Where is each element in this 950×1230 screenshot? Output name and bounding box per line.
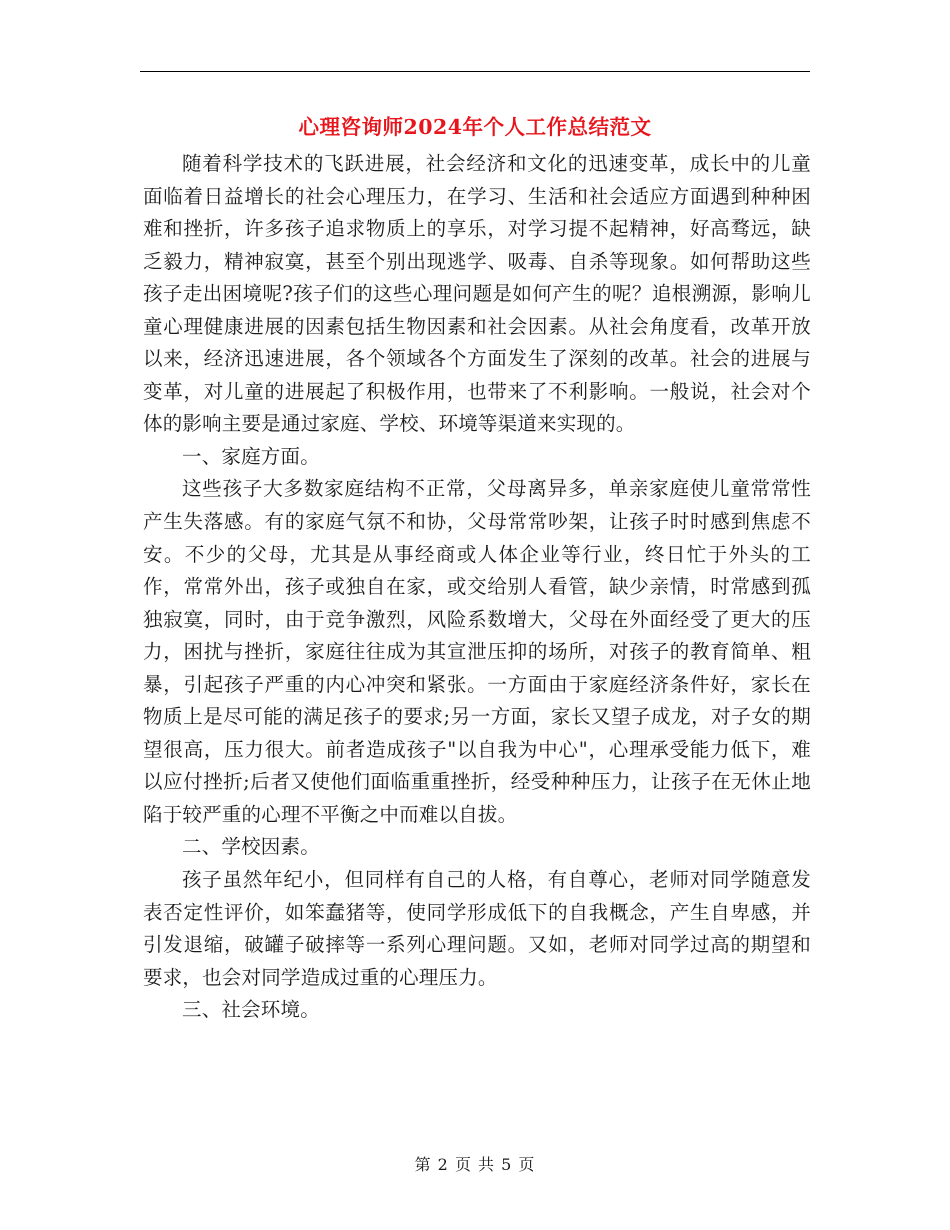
document-title: 心理咨询师2024年个人工作总结范文 — [298, 115, 652, 139]
paragraph-family: 这些孩子大多数家庭结构不正常，父母离异多，单亲家庭使儿童常常性产生失落感。有的家庭气氛不和协，父母常常吵架，让孩子时时感到焦虑不安。不少的父母，尤其是从事经商或人体企业等行业，终日忙于外头的工作，常常外出，孩子或独自在家，或交给别人看管，缺少亲情，时常感到孤独寂寞，同时，由于竞争激烈，风险系数增大，父母在外面经受了更大的压力，困扰与挫折，家庭往往成为其宣泄压抑的场所，对孩子的教育简单、粗暴，引起孩子严重的内心冲突和紧张。一方面由于家庭经济条件好，家长在物质上是尽可能的满足孩子的要求;另一方面，家长又望子成龙，对子女的期望很高，压力很大。前者造成孩子"以自我为中心"，心理承受能力低下，难以应付挫折;后者又使他们面临重重挫折，经受种种压力，让孩子在无休止地陷于较严重的心理不平衡之中而难以自拔。 — [143, 477, 811, 826]
header-rule — [140, 71, 810, 72]
heading-society: 三、社会环境。 — [182, 998, 320, 1022]
heading-family: 一、家庭方面。 — [182, 444, 320, 468]
heading-school: 二、学校因素。 — [182, 835, 320, 859]
page-number-footer: 第 2 页 共 5 页 — [414, 1155, 536, 1174]
paragraph-school: 孩子虽然年纪小，但同样有自己的人格，有自尊心，老师对同学随意发表否定性评价，如笨蠢猪等，使同学形成低下的自我概念，产生自卑感，并引发退缩，破罐子破摔等一系列心理问题。又如，老师对同学过高的期望和要求，也会对同学造成过重的心理压力。 — [143, 868, 811, 989]
document-body — [143, 148, 811, 1027]
paragraph-intro: 随着科学技术的飞跃进展，社会经济和文化的迅速变革，成长中的儿童面临着日益增长的社会心理压力，在学习、生活和社会适应方面遇到种种困难和挫折，许多孩子追求物质上的享乐，对学习提不起精神，好高骛远，缺乏毅力，精神寂寞，甚至个别出现逃学、吸毒、自杀等现象。如何帮助这些孩子走出困境呢?孩子们的这些心理问题是如何产生的呢？追根溯源，影响儿童心理健康进展的因素包括生物因素和社会因素。从社会角度看，改革开放以来，经济迅速进展，各个领域各个方面发生了深刻的改革。社会的进展与变革，对儿童的进展起了积极作用，也带来了不利影响。一般说，社会对个体的影响主要是通过家庭、学校、环境等渠道来实现的。 — [143, 152, 811, 436]
